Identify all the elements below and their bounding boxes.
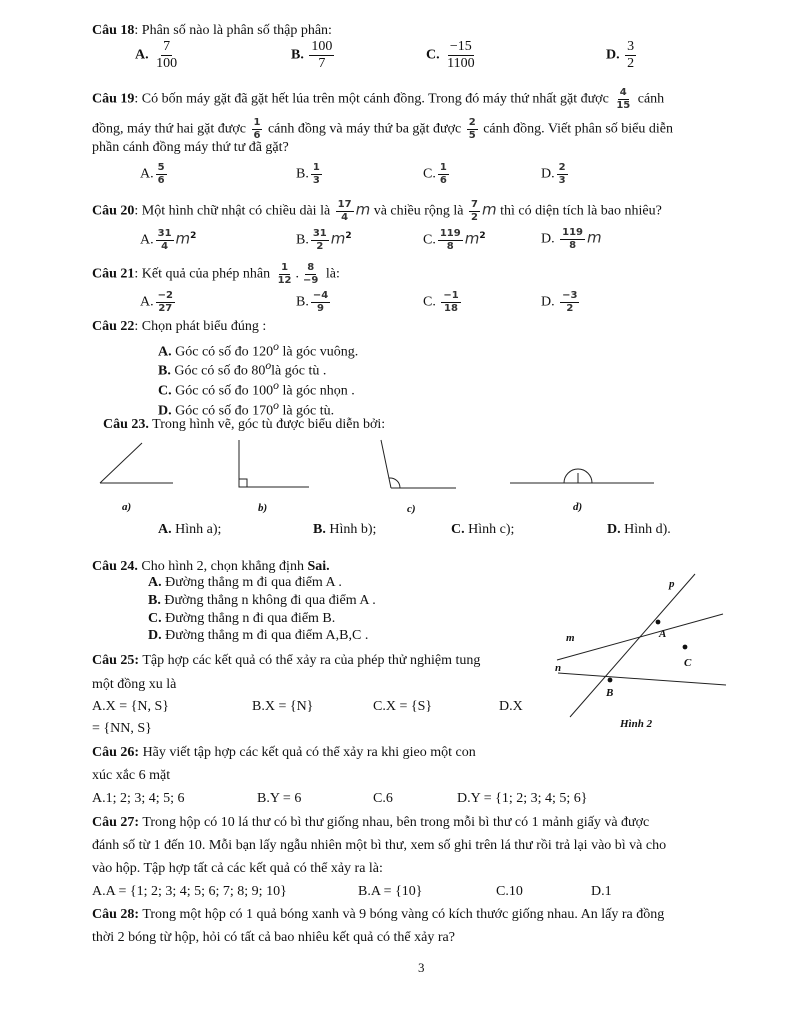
label-n: n (555, 662, 562, 674)
q25-option-c[interactable]: C.X = {S} (373, 699, 433, 714)
q22-option-c[interactable]: C. Góc có số đo 100$^o$ là góc nhọn . (158, 379, 355, 399)
q26-option-a[interactable]: A.1; 2; 3; 4; 5; 6 (92, 791, 185, 806)
q18-option-d[interactable]: D. $\frac{3}{2}$ (606, 39, 635, 71)
q18-option-b[interactable]: B. $\frac{100}{7}$ (291, 39, 333, 71)
q19-stem-line3: phần cánh đồng máy thứ tư đã gặt? (92, 140, 289, 155)
angle-figure-b (239, 440, 309, 487)
q19-option-d[interactable]: D. $\frac{2}{3}$ (541, 162, 566, 186)
point-b-dot (608, 678, 613, 683)
q24-option-d[interactable]: D. Đường thẳng m đi qua điểm A,B,C . (148, 628, 369, 643)
q25-option-a[interactable]: A.X = {N, S} (92, 699, 169, 714)
q23-option-c[interactable]: C. Hình c); (451, 522, 515, 537)
q18-option-c[interactable]: C. $\frac{-15}{1100}$ (426, 39, 475, 71)
q27-option-b[interactable]: B.A = {10} (358, 884, 423, 899)
q25-option-d[interactable]: D.X (499, 699, 523, 714)
q20-stem: Câu 20: Một hình chữ nhật có chiều dài là $\frac{17}{4}$ m và chiều rộng là $\frac{7}{2}$ m thì có diện tích là bao nhiêu? (92, 199, 662, 223)
q23-option-d[interactable]: D. Hình d). (607, 522, 671, 537)
line-n (558, 673, 726, 685)
q22-option-a[interactable]: A. Góc có số đo 120$^o$ là góc vuông. (158, 340, 359, 360)
q24-stem: Câu 24. Cho hình 2, chọn khẳng định Sai. (92, 559, 330, 574)
figure2-caption: Hình 2 (620, 718, 653, 730)
q22-option-b[interactable]: B. Góc có số đo 80$^o$là góc tù . (158, 359, 327, 379)
label-p: p (669, 578, 675, 590)
q27-stem-line3: vào hộp. Tập hợp tất cả các kết quả có thể xảy ra là: (92, 861, 383, 876)
line-m (557, 614, 723, 660)
q21-option-b[interactable]: B. $\frac{-4}{9}$ (296, 290, 329, 314)
point-c-dot (683, 645, 688, 650)
caption-d: d) (573, 501, 583, 513)
q23-stem: Câu 23. Trong hình vẽ, góc tù được biểu diễn bởi: (103, 417, 386, 432)
q21-option-c[interactable]: C. $\frac{-1}{18}$ (423, 290, 459, 314)
q21-option-d[interactable]: D. $\frac{-3}{2}$ (541, 290, 578, 314)
q26-option-c[interactable]: C.6 (373, 791, 393, 806)
q20-option-a[interactable]: A. $\frac{31}{4}$ $m^2$ (140, 227, 197, 252)
q27-stem-line1: Câu 27: Trong hộp có 10 lá thư có bì thư giống nhau, bên trong mỗi bì thư có 1 mảnh giấy và được (92, 815, 650, 830)
q20-option-d[interactable]: D. $\frac{119}{8}$ m (541, 227, 602, 251)
q24-option-b[interactable]: B. Đường thẳng n không đi qua điểm A . (148, 593, 376, 608)
q19-option-c[interactable]: C. $\frac{1}{6}$ (423, 162, 447, 186)
q28-stem-line2: thời 2 bóng từ hộp, hỏi có tất cả bao nhiêu kết quả có thể xảy ra? (92, 930, 455, 945)
q24-option-c[interactable]: C. Đường thẳng n đi qua điểm B. (148, 611, 336, 626)
q25-option-d-cont: = {NN, S} (92, 721, 152, 736)
q27-stem-line2: đánh số từ 1 đến 10. Mỗi bạn lấy ngẫu nhiên một bì thư, xem số ghi trên lá thư rồi trả lại vào bì và cho (92, 838, 667, 853)
q27-option-c[interactable]: C.10 (496, 884, 523, 899)
caption-a: a) (122, 501, 132, 513)
angle-figure-d (510, 469, 654, 483)
point-a-dot (656, 620, 661, 625)
caption-b: b) (258, 502, 268, 514)
q19-option-a[interactable]: A. $\frac{5}{6}$ (140, 162, 165, 186)
q19-stem-line1: Câu 19: Có bốn máy gặt đã gặt hết lúa trên một cánh đồng. Trong đó máy thứ nhất gặt được $\frac{4}{15}$ cánh (92, 87, 665, 111)
q25-stem-line2: một đồng xu là (92, 677, 177, 692)
q20-option-b[interactable]: B. $\frac{31}{2}$ $m^2$ (296, 227, 352, 252)
q18-option-a[interactable]: A. $\frac{7}{100}$ (135, 39, 178, 71)
q21-option-a[interactable]: A. $\frac{-2}{27}$ (140, 290, 173, 314)
angle-figure-c (381, 440, 456, 488)
q27-option-d[interactable]: D.1 (591, 884, 612, 899)
q20-option-c[interactable]: C. $\frac{119}{8}$ $m^2$ (423, 227, 486, 252)
q23-option-a[interactable]: A. Hình a); (158, 522, 222, 537)
label-b: B (606, 687, 614, 699)
q18-stem: Câu 18: Phân số nào là phân số thập phân: (92, 23, 332, 38)
label-m: m (566, 632, 575, 644)
q26-stem-line1: Câu 26: Hãy viết tập hợp các kết quả có thể xảy ra khi gieo một con (92, 745, 476, 760)
angle-figure-a (100, 443, 173, 483)
q22-stem: Câu 22: Chọn phát biểu đúng : (92, 319, 267, 334)
q27-option-a[interactable]: A.A = {1; 2; 3; 4; 5; 6; 7; 8; 9; 10} (92, 884, 287, 899)
figure2-lines (557, 574, 726, 717)
q19-stem-line2: đồng, máy thứ hai gặt được $\frac{1}{6}$ cánh đồng và máy thứ ba gặt được $\frac{2}{5}$ cánh đồng. Viết phân số biểu diễn (92, 117, 673, 141)
label-a: A (659, 628, 667, 640)
q21-stem: Câu 21: Kết quả của phép nhân $\frac{1}{12}$ . $\frac{8}{-9}$ là: (92, 262, 340, 286)
page-number: 3 (418, 960, 425, 975)
caption-c: c) (407, 503, 416, 515)
q26-option-d[interactable]: D.Y = {1; 2; 3; 4; 5; 6} (457, 791, 588, 806)
q25-option-b[interactable]: B.X = {N} (252, 699, 314, 714)
q26-option-b[interactable]: B.Y = 6 (257, 791, 302, 806)
q25-stem-line1: Câu 25: Tập hợp các kết quả có thể xảy ra của phép thử nghiệm tung (92, 653, 481, 668)
q23-option-b[interactable]: B. Hình b); (313, 522, 377, 537)
q24-option-a[interactable]: A. Đường thẳng m đi qua điểm A . (148, 575, 342, 590)
label-c: C (684, 657, 692, 669)
q19-option-b[interactable]: B. $\frac{1}{3}$ (296, 162, 320, 186)
line-p (570, 574, 695, 717)
q26-stem-line2: xúc xắc 6 mặt (92, 768, 171, 783)
q28-stem-line1: Câu 28: Trong một hộp có 1 quả bóng xanh và 9 bóng vàng có kích thước giống nhau. An lấy ra đồng (92, 907, 665, 922)
q22-option-d[interactable]: D. Góc có số đo 170$^o$ là góc tù. (158, 399, 335, 419)
